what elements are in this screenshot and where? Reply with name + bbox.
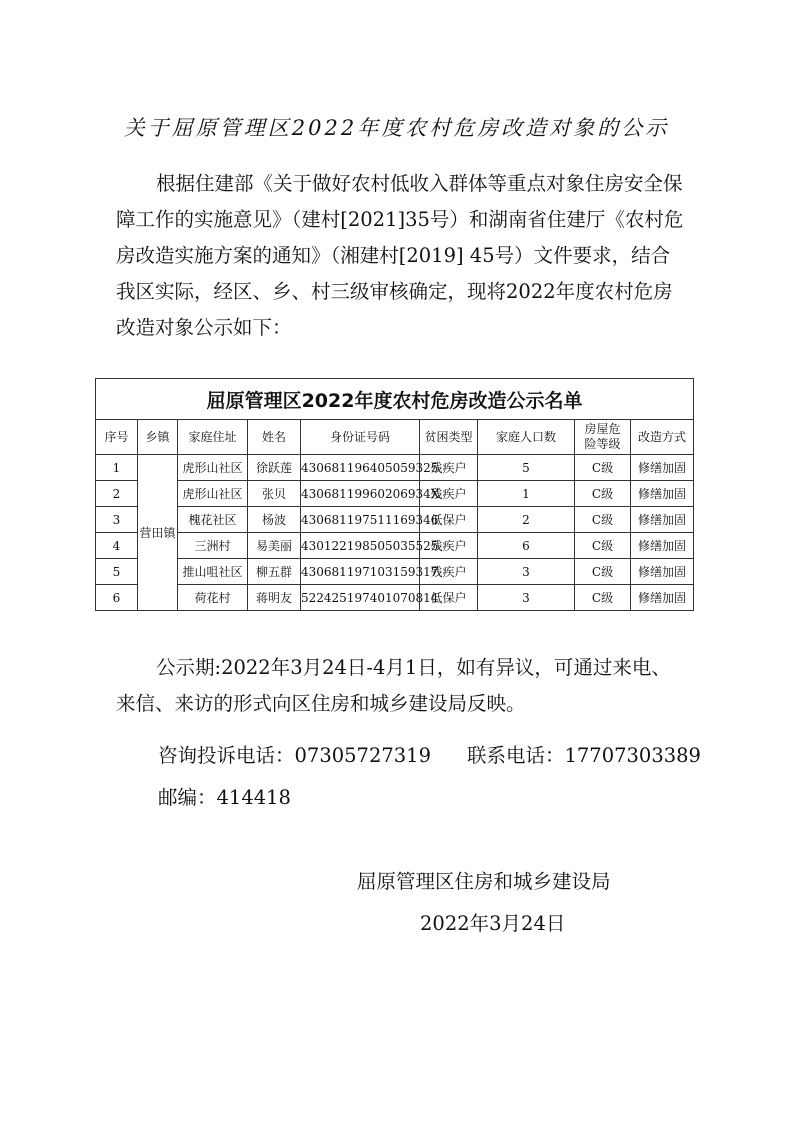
row-pop: 3 [478,585,575,611]
header-cell: 家庭人口数 [478,420,575,455]
row-pop: 1 [478,481,575,507]
row-address: 推山咀社区 [178,559,248,585]
row-id: 522425197401070814 [301,585,420,611]
row-name: 张贝 [248,481,301,507]
row-type: 残疾户 [420,455,478,481]
row-level: C级 [575,481,631,507]
row-level: C级 [575,455,631,481]
row-name: 杨波 [248,507,301,533]
row-address: 虎形山社区 [178,455,248,481]
table-row [96,481,694,507]
row-no: 5 [96,559,138,585]
row-no: 6 [96,585,138,611]
row-address: 虎形山社区 [178,481,248,507]
row-name: 柳五群 [248,559,301,585]
header-cell: 改造方式 [631,420,694,455]
table-header-row [96,420,694,455]
table-row [96,533,694,559]
table-caption: 屈原管理区2022年度农村危房改造公示名单 [96,379,694,420]
row-method: 修缮加固 [631,533,694,559]
row-id: 430681196405059325 [301,455,420,481]
row-pop: 6 [478,533,575,559]
row-no: 4 [96,533,138,559]
row-pop: 5 [478,455,575,481]
postcode: 邮编：414418 [158,786,291,809]
intro-paragraph: 根据住建部《关于做好农村低收入群体等重点对象住房安全保障工作的实施意见》（建村[2021]35号）和湖南省住建厅《农村危房改造实施方案的通知》（湘建村[2019] 45号）文件要求，结合我区实际，经区、乡、村三级审核确定，现将2022年度农村危房改造对象公示如下： [116,172,684,339]
row-no: 1 [96,455,138,481]
row-type: 低保户 [420,585,478,611]
table-row [96,559,694,585]
complaint-phone: 咨询投诉电话：07305727319 [158,744,431,767]
row-name: 蒋明友 [248,585,301,611]
header-cell: 姓名 [248,420,301,455]
row-address: 三洲村 [178,533,248,559]
row-level: C级 [575,507,631,533]
document-title: 关于屈原管理区2022年度农村危房改造对象的公示 [123,116,670,140]
row-method: 修缮加固 [631,559,694,585]
signature-date: 2022年3月24日 [420,912,566,935]
contact-phone: 联系电话：17707303389 [466,744,701,767]
row-address: 荷花村 [178,585,248,611]
row-type: 残疾户 [420,533,478,559]
row-method: 修缮加固 [631,585,694,611]
row-method: 修缮加固 [631,455,694,481]
row-type: 残疾户 [420,559,478,585]
row-name: 徐跃莲 [248,455,301,481]
table-row [96,585,694,611]
signature-org: 屈原管理区住房和城乡建设局 [357,870,611,893]
row-id: 430122198505035525 [301,533,420,559]
row-level: C级 [575,585,631,611]
header-cell: 贫困类型 [420,420,478,455]
contact-line [158,738,701,774]
row-address: 槐花社区 [178,507,248,533]
header-cell: 序号 [96,420,138,455]
header-cell: 房屋危险等级 [575,420,631,455]
row-no: 2 [96,481,138,507]
row-method: 修缮加固 [631,481,694,507]
renovation-list-table [95,378,694,611]
header-cell: 乡镇 [138,420,178,455]
row-level: C级 [575,533,631,559]
row-type: 低保户 [420,507,478,533]
row-no: 3 [96,507,138,533]
row-name: 易美丽 [248,533,301,559]
town-cell: 营田镇 [138,455,178,611]
row-id: 430681197103159317 [301,559,420,585]
header-cell: 家庭住址 [178,420,248,455]
header-cell: 身份证号码 [301,420,420,455]
table-row [96,455,694,481]
table-row [96,507,694,533]
row-id: 430681197511169346 [301,507,420,533]
row-pop: 2 [478,507,575,533]
row-type: 残疾户 [420,481,478,507]
row-pop: 3 [478,559,575,585]
row-level: C级 [575,559,631,585]
row-method: 修缮加固 [631,507,694,533]
row-id: 43068119960206934X [301,481,420,507]
notice-paragraph: 公示期:2022年3月24日-4月1日，如有异议，可通过来电、来信、来访的形式向区住房和城乡建设局反映。 [116,656,671,715]
